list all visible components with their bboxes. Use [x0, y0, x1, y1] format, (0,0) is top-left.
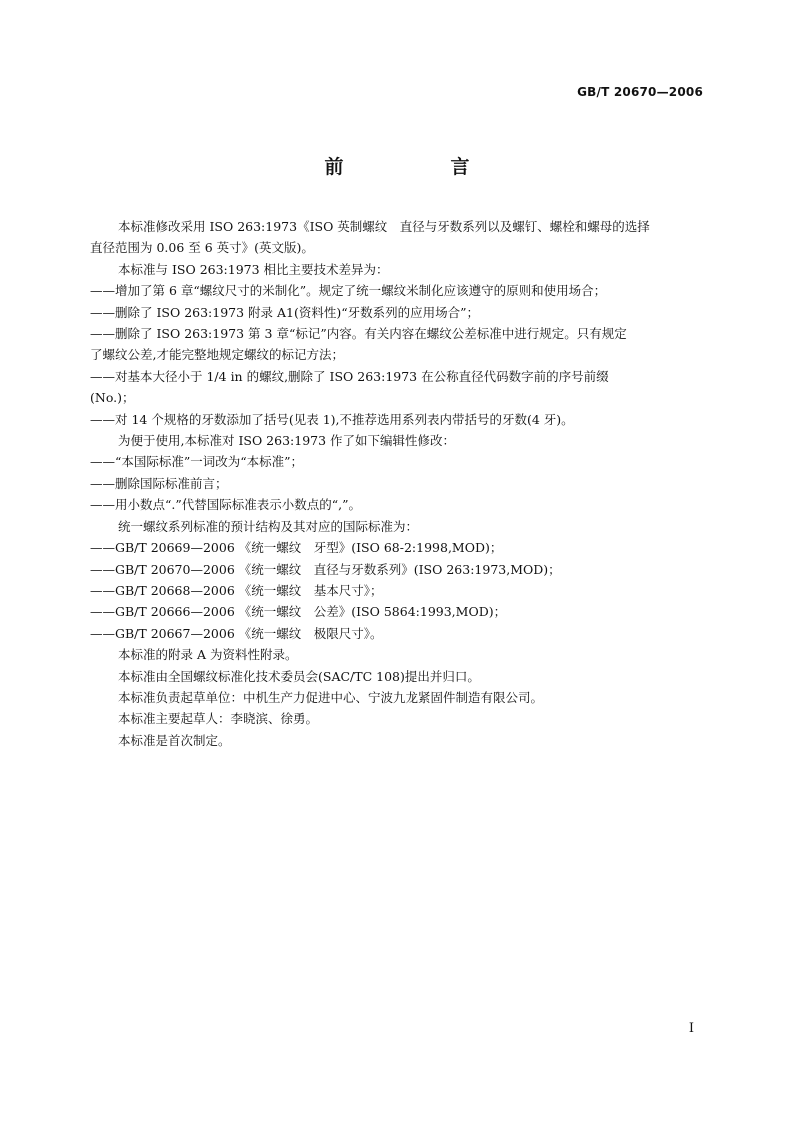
paragraph-drafters: 本标准主要起草人：李晓滨、徐勇。 [118, 711, 319, 727]
paragraph-first-edition: 本标准是首次制定。 [118, 732, 231, 748]
list-item: ——删除了 ISO 263:1973 第 3 章“标记”内容。有关内容在螺纹公差标准中进行规定。只有规定 [90, 326, 627, 342]
paragraph-series-structure: 统一螺纹系列标准的预计结构及其对应的国际标准为： [118, 518, 419, 534]
list-item: ——GB/T 20667—2006 《统一螺纹 极限尺寸》。 [90, 625, 383, 641]
list-item: ——删除国际标准前言； [90, 475, 228, 491]
list-item: ——GB/T 20668—2006 《统一螺纹 基本尺寸》； [90, 582, 383, 598]
list-item: ——用小数点“.”代替国际标准表示小数点的“,”。 [90, 497, 362, 513]
standard-number: GB/T 20670—2006 [577, 85, 703, 99]
list-item: ——删除了 ISO 263:1973 附录 A1(资料性)“牙数系列的应用场合”； [90, 304, 480, 320]
page-title: 前 言 [324, 156, 514, 178]
page-number: I [688, 1021, 694, 1036]
list-item-continued: (No.)； [90, 390, 135, 406]
list-item: ——“本国际标准”一词改为“本标准”； [90, 454, 304, 470]
paragraph-drafting-units: 本标准负责起草单位：中机生产力促进中心、宁波九龙紧固件制造有限公司。 [118, 689, 544, 705]
paragraph-proposer: 本标准由全国螺纹标准化技术委员会(SAC/TC 108)提出并归口。 [118, 668, 480, 684]
foreword-body [90, 216, 708, 751]
paragraph-editorial-changes: 为便于使用,本标准对 ISO 263:1973 作了如下编辑性修改： [118, 433, 456, 449]
list-item: ——对基本大径小于 1/4 in 的螺纹,删除了 ISO 263:1973 在公称直径代码数字前的序号前缀 [90, 368, 609, 384]
paragraph-adoption-continued: 直径范围为 0.06 至 6 英寸》(英文版)。 [90, 240, 314, 256]
list-item: ——GB/T 20670—2006 《统一螺纹 直径与牙数系列》(ISO 263:1973,MOD)； [90, 561, 561, 577]
list-item: ——GB/T 20669—2006 《统一螺纹 牙型》(ISO 68-2:1998,MOD)； [90, 540, 503, 556]
list-item: ——GB/T 20666—2006 《统一螺纹 公差》(ISO 5864:1993,MOD)； [90, 604, 507, 620]
paragraph-annex: 本标准的附录 A 为资料性附录。 [118, 647, 298, 663]
paragraph-adoption: 本标准修改采用 ISO 263:1973《ISO 英制螺纹 直径与牙数系列以及螺钉、螺栓和螺母的选择 [118, 219, 650, 234]
list-item: ——增加了第 6 章“螺纹尺寸的米制化”。规定了统一螺纹米制化应该遵守的原则和使用场合； [90, 283, 607, 299]
list-item: ——对 14 个规格的牙数添加了括号(见表 1),不推荐选用系列表内带括号的牙数(4 牙)。 [90, 411, 574, 427]
paragraph-technical-differences: 本标准与 ISO 263:1973 相比主要技术差异为： [118, 261, 389, 277]
list-item-continued: 了螺纹公差,才能完整地规定螺纹的标记方法； [90, 347, 344, 363]
